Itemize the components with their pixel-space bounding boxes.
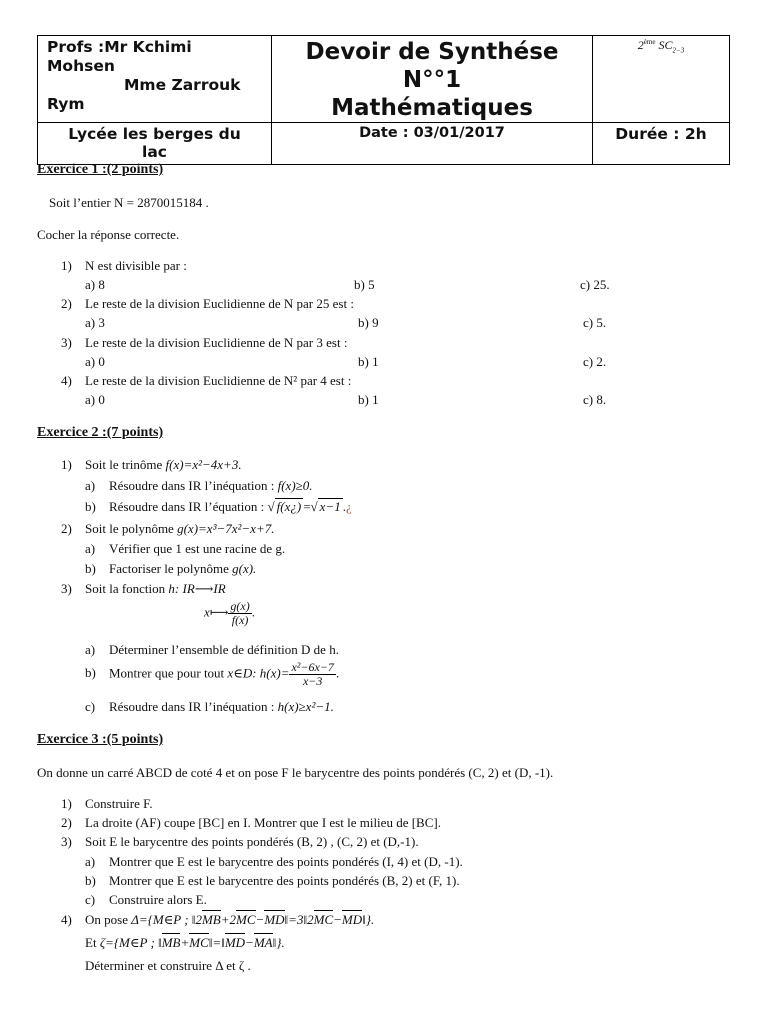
title-cell [272,36,593,123]
ex2-q1b-radicand1: f(x¿) [276,499,302,514]
ex1-q1-option-c[interactable]: c) 25. [580,277,610,292]
ex1-intro: Soit l’entier N = 2870015184 . [49,195,209,210]
ex1-q1-text: N est divisible par : [85,258,187,273]
ex2-q3b-end: . [335,665,340,681]
date-text: Date : 03/01/2017 [359,125,505,141]
ex2-q2b-letter: b) [85,561,96,576]
ex3-q4-z2: ‖=‖ [208,935,225,950]
ex1-q4-number: 4) [61,373,72,388]
duree-cell [593,123,730,165]
profs-line2: Mohsen [47,57,115,75]
ex3-title: Exercice 3 :(5 points) [37,732,164,747]
ex1-q2-text: Le reste de la division Euclidienne de N par 25 est : [85,296,354,311]
ex2-q2 [61,521,274,537]
ex1-q1-number: 1) [61,258,72,273]
ex3-q1-number: 1) [61,796,72,811]
ex1-q3-option-a[interactable]: a) 0 [85,354,105,369]
class-sup: ème [643,38,656,46]
ex1-q4-option-c[interactable]: c) 8. [583,392,607,407]
ex2-q1b-text: Résoudre dans IR l’équation : [109,499,268,514]
ex2-q1 [61,457,242,473]
ex2-q2b-formula: g(x). [232,561,257,576]
ex2-q3-mapping [204,600,255,627]
ex3-q4-delta-a: Δ={M∈P ; ‖2 [131,912,202,927]
ex2-q3-fraction [228,600,251,627]
ex2-q3-end: . [251,604,255,620]
ex3-q4-number: 4) [61,912,72,927]
vector-md: MD [264,912,285,927]
ex2-q3c-text: Résoudre dans IR l’inéquation : [109,699,278,714]
ex2-q3a-text: Déterminer l’ensemble de définition D de h. [109,642,339,657]
ex2-q1b-radicand2: x−1 [319,499,341,514]
ex3-q4-d4: − [333,912,342,927]
profs-line4: Rym [47,95,85,113]
ex2-q3a-letter: a) [85,642,96,657]
ex2-q3-frac-numerator: g(x) [230,599,250,613]
ex2-q3b-fraction [289,661,335,688]
ex3-q3c [85,892,207,908]
ex1-q1-option-a[interactable]: a) 8 [85,277,105,292]
ex1-q4 [61,373,351,389]
ex2-q2a-text: Vérifier que 1 est une racine de g. [109,541,286,556]
ex1-q1-option-b[interactable]: b) 5 [354,277,375,292]
ex3-q4-zeta [100,935,285,950]
ex3-q4-d2: − [255,912,265,927]
ex3-q1 [61,796,153,812]
ex3-q3a [85,854,463,870]
ex3-q4-z1: + [180,935,190,950]
duree-text: Durée : 2h [615,125,707,143]
vector-mb: MB [201,912,221,927]
ex3-q4-zeta-a: ζ={M∈P ; ‖ [99,935,162,950]
ex2-q3-text: Soit la fonction [85,581,169,596]
ex3-q2-number: 2) [61,815,72,830]
ex2-q3-number: 3) [61,581,72,596]
ex3-q4-zeta-line [85,935,285,951]
ex1-q3 [61,335,347,351]
profs-line1: Profs :Mr Kchimi [47,38,192,56]
ex2-q2b-text: Factoriser le polynôme [109,561,233,576]
ex2-q2-number: 2) [61,521,72,536]
ex2-q1b-root1: √ [267,499,275,514]
ex1-q2-option-c[interactable]: c) 5. [583,315,607,330]
profs-cell [38,36,272,123]
ex2-q1b-letter: b) [85,499,96,514]
ex2-q3 [61,581,226,597]
vector-md-3: MD [224,935,246,950]
ex3-q3c-text: Construire alors E. [109,892,207,907]
ex1-q2-option-a[interactable]: a) 3 [85,315,105,330]
vector-mc-3: MC [189,935,209,950]
ex3-q2-text: La droite (AF) coupe [BC] en I. Montrer que I est le milieu de [BC]. [85,815,441,830]
ex3-intro: On donne un carré ABCD de coté 4 et on pose F le barycentre des points pondérés (C, 2) et (D, -1). [37,765,554,780]
date-cell [272,123,593,165]
ex1-q4-text: Le reste de la division Euclidienne de N² par 4 est : [85,373,352,388]
ex2-q1a-letter: a) [85,478,96,493]
ex2-q3b [85,661,339,688]
ex2-q2-formula: g(x)=x³−7x²−x+7. [177,521,275,536]
ex1-q2-option-b[interactable]: b) 9 [358,315,379,330]
title-line2: N°°1 [402,67,462,93]
ex3-q1-text: Construire F. [85,796,153,811]
ex2-q1b-end: . [342,499,346,514]
ex3-q3b-letter: b) [85,873,96,888]
title-line3: Mathématiques [331,95,533,121]
ex3-q4-z3: − [245,935,254,950]
class-name: SC [658,38,673,52]
ex2-q3b-frac-denominator: x−3 [302,674,323,688]
ex2-q3b-text: Montrer que pour tout [109,665,228,681]
ex3-q4-et: Et [85,935,100,950]
ex2-q3c [85,699,334,715]
ex2-q3c-letter: c) [85,699,96,714]
class-cell [593,36,730,123]
ex2-q1b [85,499,352,515]
ex3-q4 [61,912,374,928]
class-sub: 2−3 [672,46,685,55]
ex2-q3c-formula: h(x)≥x²−1. [277,699,334,714]
ex3-q4-z4: ‖}. [272,935,285,950]
vector-md-2: MD [341,912,363,927]
ex1-q2 [61,296,354,312]
lycee-line1: Lycée les berges du [68,125,241,143]
ex2-q2b [85,561,256,577]
class-num: 2 [637,38,644,52]
vector-mc-2: MC [313,912,334,927]
ex3-q3a-letter: a) [85,854,96,869]
ex3-q4-d1: +2 [220,912,237,927]
ex1-instruction: Cocher la réponse correcte. [37,227,180,242]
ex1-q3-option-c[interactable]: c) 2. [583,354,607,369]
ex2-q2a [85,541,285,557]
ex3-q4-final: Déterminer et construire Δ et ζ . [85,958,251,973]
ex3-q4-text: On pose [85,912,132,927]
ex2-q1a-text: Résoudre dans IR l’inéquation : [109,478,278,493]
ex2-q2a-letter: a) [85,541,96,556]
lycee-cell [38,123,272,165]
ex2-q1b-equals: = [303,499,311,514]
ex1-q2-number: 2) [61,296,72,311]
ex3-q4-d5: ‖}. [362,912,375,927]
ex3-q3-number: 3) [61,834,72,849]
ex2-q1b-glyph: ¿ [345,499,352,514]
vector-ma: MA [253,935,273,950]
lycee-line2: lac [142,143,167,161]
title-line1: Devoir de Synthése [305,39,559,65]
ex1-title: Exercice 1 :(2 points) [37,162,164,177]
ex3-q3 [61,834,419,850]
ex1-q4-option-a[interactable]: a) 0 [85,392,105,407]
ex3-q4-delta [131,912,374,927]
ex3-q3a-text: Montrer que E est le barycentre des points pondérés (I, 4) et (D, -1). [109,854,463,869]
profs-line3: Mme Zarrouk [124,76,241,94]
ex2-q3-map: x⟼ [204,604,229,620]
ex3-q2 [61,815,441,831]
ex1-q3-number: 3) [61,335,72,350]
ex2-q1-formula: f(x)=x²−4x+3. [165,457,242,472]
ex1-q4-option-b[interactable]: b) 1 [358,392,379,407]
ex1-q3-text: Le reste de la division Euclidienne de N par 3 est : [85,335,348,350]
header-table [37,35,730,165]
ex2-q1b-root2: √ [310,499,318,514]
ex2-q3b-letter: b) [85,665,96,681]
ex2-q3a [85,642,339,658]
ex2-q1a [85,478,313,494]
ex2-q3-frac-denominator: f(x) [231,613,249,627]
ex3-q3c-letter: c) [85,892,96,907]
ex1-q1 [61,258,187,274]
ex2-q1-text: Soit le trinôme [85,457,166,472]
ex2-q2-text: Soit le polynôme [85,521,178,536]
ex2-title: Exercice 2 :(7 points) [37,425,164,440]
vector-mb-3: MB [161,935,181,950]
ex3-q3b [85,873,460,889]
ex2-q1a-formula: f(x)≥0. [277,478,313,493]
ex2-q3b-frac-numerator: x²−6x−7 [291,660,334,674]
ex3-q4-d3: ‖=3‖2 [284,912,314,927]
ex2-q1-number: 1) [61,457,72,472]
ex2-q3-formula: h: IR⟶IR [168,581,226,596]
ex3-q3-text: Soit E le barycentre des points pondérés (B, 2) , (C, 2) et (D,-1). [85,834,419,849]
ex1-q3-option-b[interactable]: b) 1 [358,354,379,369]
ex3-q3b-text: Montrer que E est le barycentre des points pondérés (B, 2) et (F, 1). [109,873,460,888]
vector-mc: MC [236,912,256,927]
ex2-q3b-formula: x∈D: h(x)= [227,665,290,681]
